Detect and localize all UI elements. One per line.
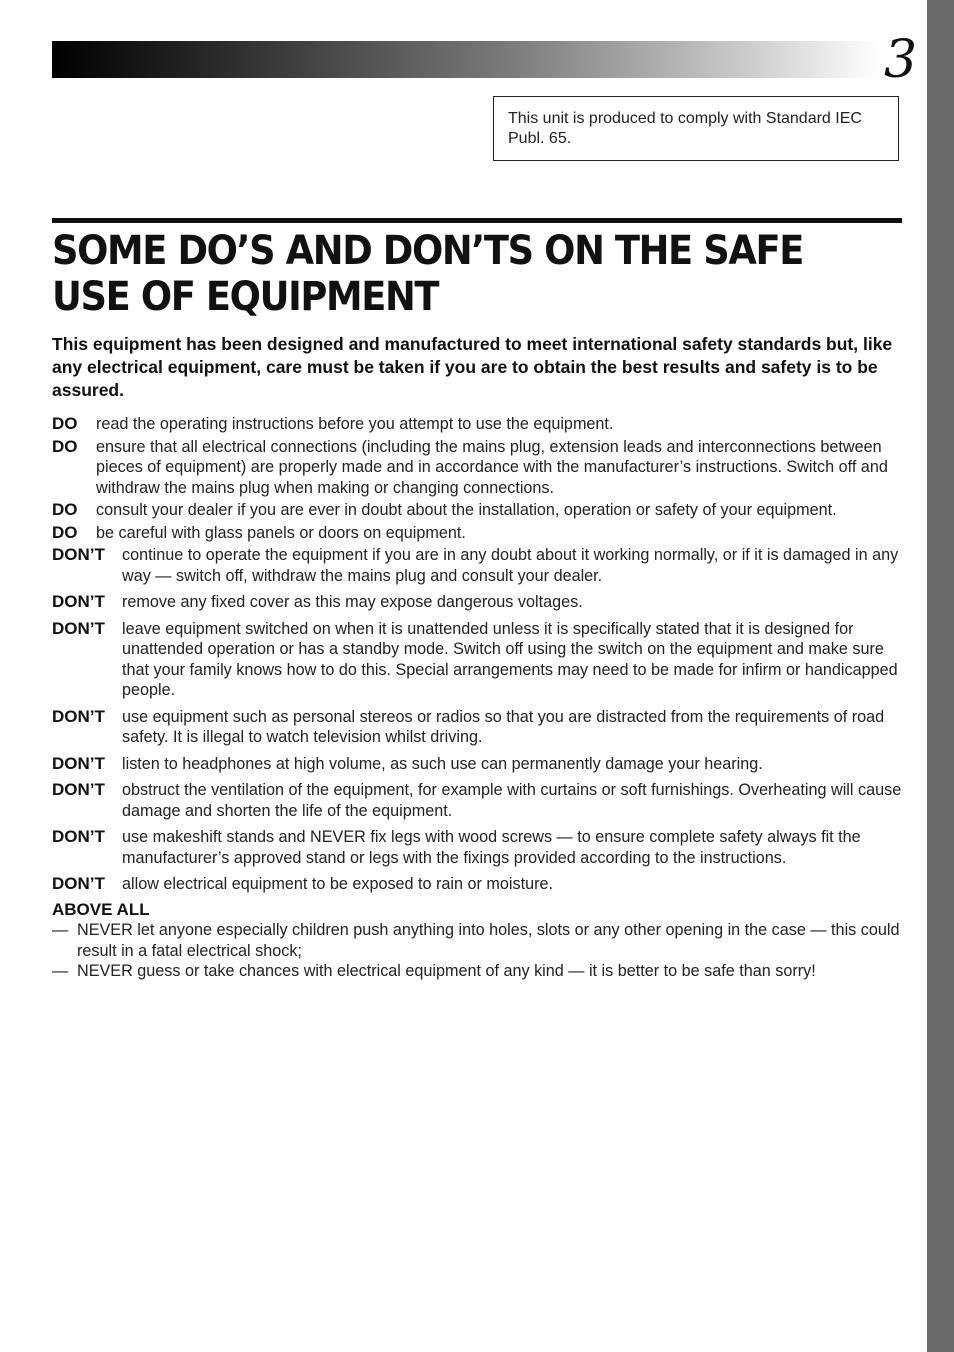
dont-text: use equipment such as personal stereos or radios so that you are distracted from the requirements of road safety. It is illegal to watch television whilst driving. [122, 707, 885, 746]
above-all-item [52, 961, 904, 982]
page-number: 3 [884, 30, 918, 90]
do-label: DO [52, 522, 78, 542]
do-item [52, 500, 904, 521]
side-tab [927, 0, 954, 1352]
dont-text: remove any fixed cover as this may expose dangerous voltages. [122, 593, 583, 611]
dont-item [52, 874, 904, 895]
above-all-text: NEVER guess or take chances with electrical equipment of any kind — it is better to be safe than sorry! [77, 962, 816, 980]
above-all-heading: ABOVE ALL [52, 899, 150, 919]
page-title: SOME DO’S AND DON’TS ON THE SAFE USE OF EQUIPMENT [52, 228, 803, 320]
header-gradient-bar [52, 41, 880, 78]
dont-label: DON’T [52, 618, 105, 638]
dont-label: DON’T [52, 827, 105, 846]
compliance-notice: This unit is produced to comply with Standard IEC Publ. 65. [493, 96, 899, 161]
dont-label: DON’T [52, 753, 105, 773]
do-text: ensure that all electrical connections (including the mains plug, extension leads and interconnections between pieces of equipment) are properly made and in accordance with the manufacturer’s instructions. Switch off and withdraw the mains plug when making or changing connections. [96, 437, 888, 497]
dont-label: DON’T [52, 780, 105, 799]
do-label: DO [52, 500, 78, 519]
dont-item [52, 619, 904, 701]
safety-rules [52, 414, 904, 982]
do-label: DO [52, 436, 78, 456]
dont-label: DON’T [52, 545, 105, 564]
above-all-text: NEVER let anyone especially children push anything into holes, slots or any other opening in the case — this could result in a fatal electrical shock; [77, 921, 900, 960]
do-text: consult your dealer if you are ever in doubt about the installation, operation or safety of your equipment. [96, 501, 837, 519]
dont-label: DON’T [52, 706, 105, 726]
dont-item [52, 545, 904, 586]
do-text: be careful with glass panels or doors on equipment. [96, 523, 466, 542]
do-text: read the operating instructions before you attempt to use the equipment. [96, 415, 614, 433]
title-rule [52, 218, 902, 223]
do-item [52, 414, 904, 435]
dont-item [52, 707, 904, 748]
do-label: DO [52, 414, 78, 433]
do-item [52, 523, 904, 544]
dont-text: leave equipment switched on when it is unattended unless it is specifically stated that it is designed for unattended operation or has a standby mode. Switch off using the switch on the equipment and make sure that your family knows how to do this. Special arrangements may need to be made for infirm or handicapped people. [122, 619, 898, 699]
do-item [52, 437, 904, 499]
dont-label: DON’T [52, 592, 105, 611]
dash-bullet: — [52, 921, 69, 939]
dont-text: continue to operate the equipment if you are in any doubt about it working normally, or if it is damaged in any way — switch off, withdraw the mains plug and consult your dealer. [122, 546, 899, 585]
dont-item [52, 827, 904, 868]
intro-paragraph: This equipment has been designed and manufactured to meet international safety standards but, like any electrical equipment, care must be taken if you are to obtain the best results and safety is to be assured. [52, 334, 893, 400]
dont-text: obstruct the ventilation of the equipment, for example with curtains or soft furnishings. Overheating will cause damage and shorten the life of the equipment. [122, 781, 902, 820]
dont-item [52, 592, 904, 613]
dont-text: listen to headphones at high volume, as such use can permanently damage your hearing. [122, 754, 763, 773]
dont-label: DON’T [52, 874, 105, 893]
dont-item [52, 754, 904, 775]
dash-bullet: — [52, 962, 69, 980]
above-all-item [52, 920, 904, 961]
dont-text: use makeshift stands and NEVER fix legs with wood screws — to ensure complete safety always fit the manufacturer’s approved stand or legs with the fixings provided according to the instructions. [122, 828, 861, 867]
dont-text: allow electrical equipment to be exposed to rain or moisture. [122, 875, 553, 893]
dont-item [52, 780, 904, 821]
